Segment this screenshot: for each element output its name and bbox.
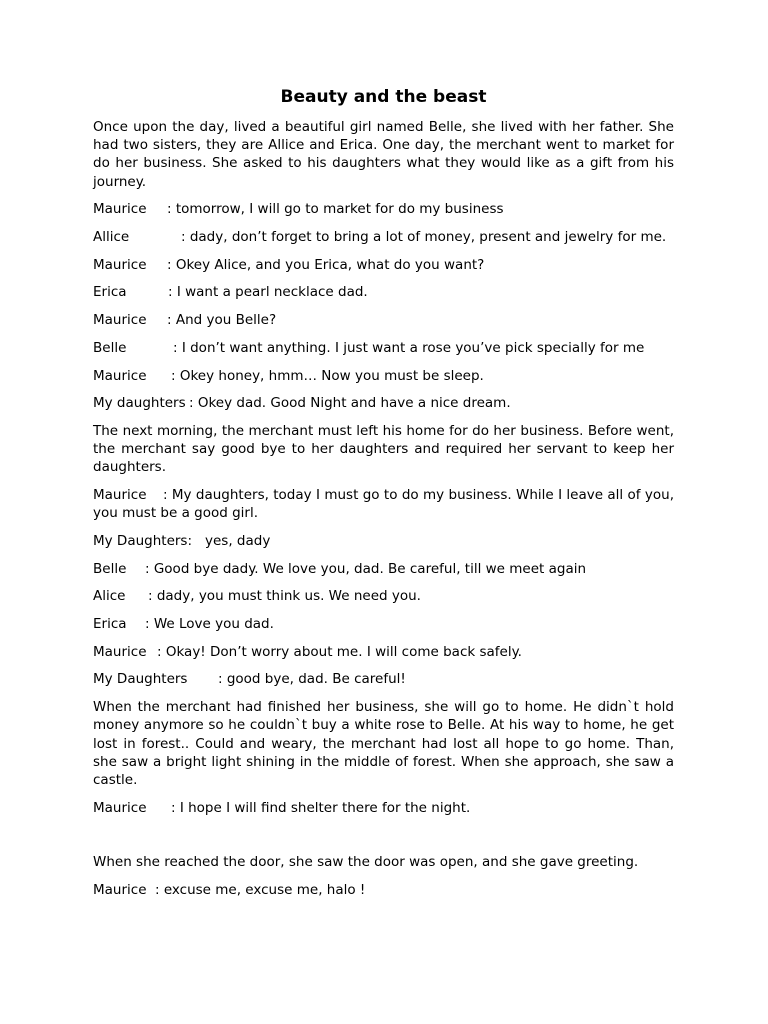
line-text: : My daughters, today I must go to do my business. While I leave all of you, you must be a good girl. (93, 487, 674, 522)
line-text: : I want a pearl necklace dad. (168, 284, 368, 301)
paragraph: Once upon the day, lived a beautiful girl named Belle, she lived with her father. She had two sisters, they are Allice and Erica. One day, the merchant went to market for do her business. She asked to his daughters what they would like as a gift from his journey. (93, 119, 674, 190)
speaker: My daughters (93, 395, 186, 412)
line-text: : Good bye dady. We love you, dad. Be careful, till we meet again (145, 560, 587, 577)
dialogue-line (93, 311, 674, 329)
document-page (93, 86, 674, 909)
dialogue-line (93, 394, 674, 412)
dialogue-line (93, 256, 674, 274)
line-text: : dady, you must think us. We need you. (148, 588, 421, 605)
paragraph: The next morning, the merchant must left his home for do her business. Before went, the merchant say good bye to her daughters and required her servant to keep her daughters. (93, 422, 674, 476)
speaker: My Daughters: (93, 532, 193, 549)
line-text: : excuse me, excuse me, halo ! (155, 882, 366, 899)
dialogue-line (93, 587, 674, 605)
line-text: : I hope I will find shelter there for the night. (171, 799, 471, 816)
dialogue-line (93, 200, 674, 218)
dialogue-line (93, 670, 674, 688)
dialogue-line (93, 560, 674, 578)
line-text: : tomorrow, I will go to market for do my business (167, 201, 504, 218)
speaker: Belle (93, 339, 127, 356)
speaker: Alice (93, 588, 126, 605)
speaker: Erica (93, 616, 127, 633)
dialogue-line (93, 228, 674, 246)
dialogue-line (93, 643, 674, 661)
speaker: My Daughters (93, 671, 188, 688)
line-text: : Okay! Don’t worry about me. I will come back safely. (157, 643, 522, 660)
speaker: Maurice (93, 256, 147, 273)
dialogue-line (93, 486, 674, 522)
speaker: Maurice (93, 367, 147, 384)
line-text: yes, dady (205, 532, 271, 549)
speaker: Maurice (93, 201, 147, 218)
line-text: : Okey honey, hmm… Now you must be sleep. (171, 367, 484, 384)
paragraph: When she reached the door, she saw the door was open, and she gave greeting. (93, 854, 639, 871)
line-text: : good bye, dad. Be careful! (218, 671, 406, 688)
dialogue-line (93, 367, 674, 385)
speaker: Erica (93, 284, 127, 301)
speaker: Belle (93, 560, 127, 577)
blank-line (93, 826, 674, 853)
document-title: Beauty and the beast (280, 87, 487, 107)
dialogue-line (93, 615, 674, 633)
line-text: : dady, don’t forget to bring a lot of money, present and jewelry for me. (181, 229, 667, 246)
line-text: : I don’t want anything. I just want a rose you’ve pick specially for me (173, 339, 645, 356)
dialogue-line (93, 339, 674, 357)
dialogue-line (93, 532, 674, 550)
paragraph: When the merchant had finished her business, she will go to home. He didn`t hold money anymore so he couldn`t buy a white rose to Belle. At his way to home, he get lost in forest.. Could and weary, the merchant had lost all hope to go home. Than, she saw a bright light shining in the middle of forest. When she approach, she saw a castle. (93, 699, 674, 788)
speaker: Maurice (93, 643, 147, 660)
speaker: Maurice (93, 312, 147, 329)
dialogue-line (93, 881, 674, 899)
speaker: Maurice (93, 882, 147, 899)
speaker: Maurice (93, 799, 147, 816)
line-text: : And you Belle? (167, 312, 277, 329)
dialogue-line (93, 283, 674, 301)
speaker: Allice (93, 229, 130, 246)
line-text: : Okey dad. Good Night and have a nice dream. (189, 395, 511, 412)
line-text: : Okey Alice, and you Erica, what do you want? (167, 256, 485, 273)
dialogue-line (93, 799, 674, 817)
line-text: : We Love you dad. (145, 616, 274, 633)
speaker: Maurice (93, 487, 147, 504)
